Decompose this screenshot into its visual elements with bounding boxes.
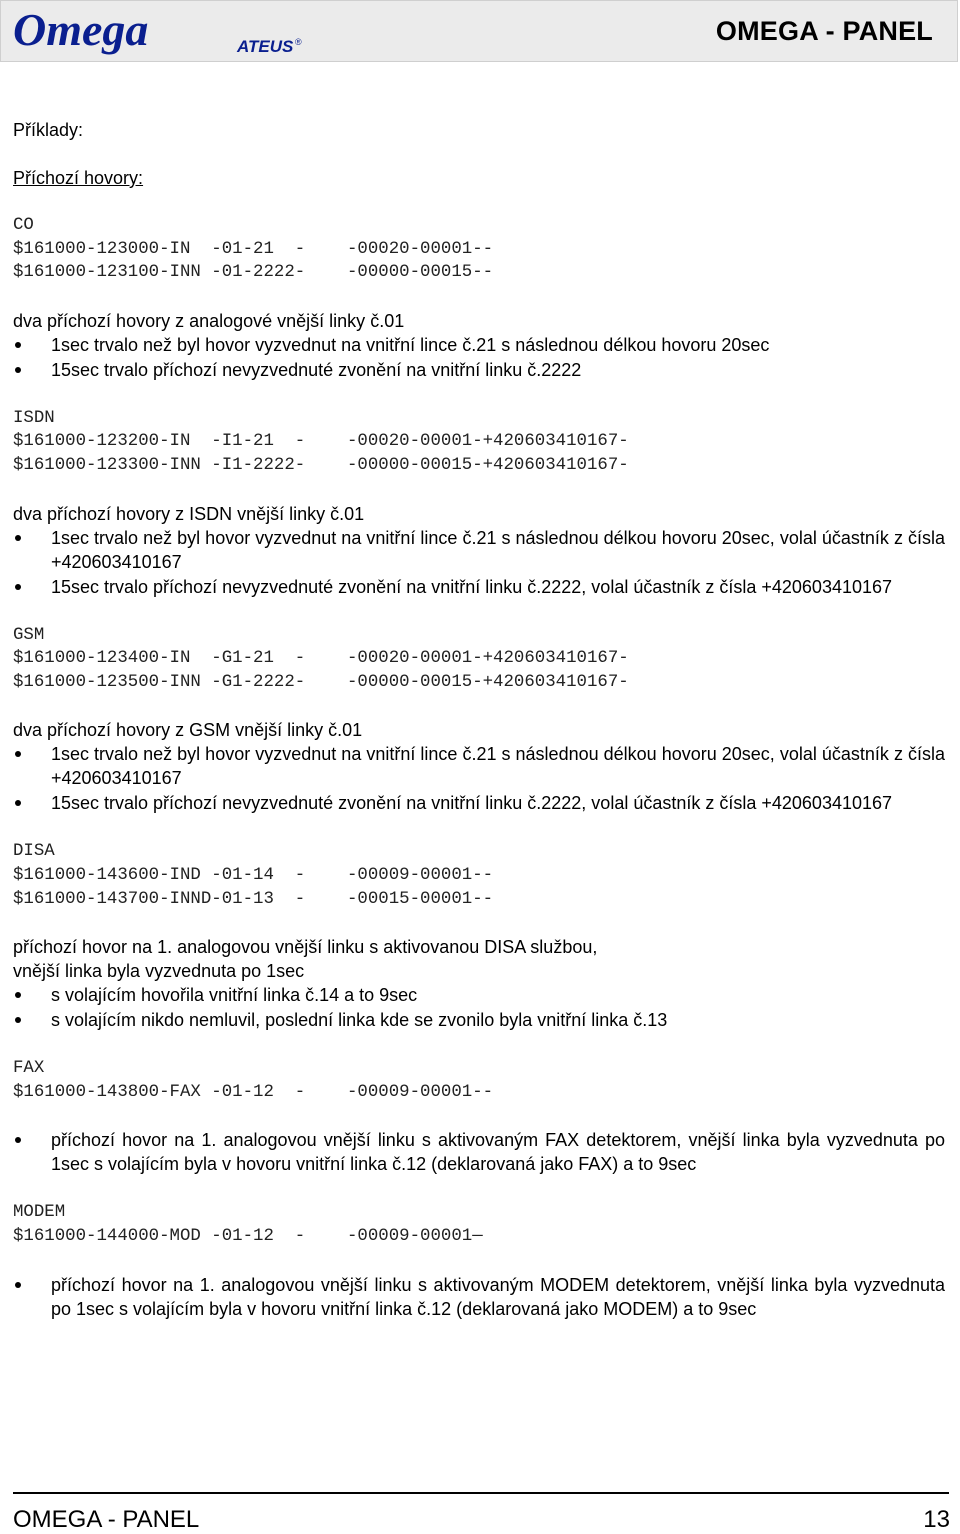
svg-text:ATEUS: ATEUS [237, 37, 294, 56]
line-type-label: FAX [13, 1059, 45, 1079]
bullet-icon [15, 367, 21, 373]
line-type-label: CO [13, 216, 34, 235]
detail-list [13, 983, 945, 1032]
line-type-label: ISDN [13, 408, 55, 428]
example-description: vnější linka byla vyzvednuta po 1sec [13, 961, 305, 982]
line-type-label: GSM [13, 625, 45, 645]
cdr-record-line: $161000-123400-IN -G1-21 - -00020-00001-+420603410167- [13, 649, 629, 669]
omega-ateus-logo [9, 3, 309, 61]
list-item [13, 526, 945, 574]
list-item-text: 15sec trvalo příchozí nevyzvednuté zvonění na vnitřní linku č.2222, volal účastník z čísla +420603410167 [51, 576, 893, 597]
line-type-label: MODEM [13, 1203, 66, 1223]
page-content [13, 118, 945, 1322]
list-item-text: příchozí hovor na 1. analogovou vnější linku s aktivovaným FAX detektorem, vnější linka byla vyzvednuta po 1sec s volajícím byla v hovoru vnitřní linka č.12 (deklarovaná jako FAX) a to 9sec [51, 1130, 945, 1175]
detail-list [13, 1273, 945, 1321]
detail-list [13, 742, 945, 815]
list-item-text: 1sec trvalo než byl hovor vyzvednut na vnitřní lince č.21 s následnou délkou hovoru 20sec [51, 334, 770, 355]
footer-title: OMEGA - PANEL [13, 1506, 200, 1533]
bullet-icon [15, 584, 21, 590]
cdr-record-line: $161000-144000-MOD -01-12 - -00009-00001— [13, 1226, 483, 1246]
cdr-record-line: $161000-123200-IN -I1-21 - -00020-00001-+420603410167- [13, 432, 629, 452]
example-description: dva příchozí hovory z analogové vnější linky č.01 [13, 310, 405, 331]
list-item [13, 742, 945, 790]
example-section [13, 1201, 945, 1320]
detail-list [13, 526, 945, 599]
list-item-text: 1sec trvalo než byl hovor vyzvednut na vnitřní lince č.21 s následnou délkou hovoru 20sec, volal účastník z čísla +420603410167 [51, 527, 945, 572]
example-section [13, 214, 945, 407]
list-item [13, 575, 945, 599]
list-item [13, 983, 945, 1007]
list-item-text: s volajícím nikdo nemluvil, poslední linka kde se zvonilo byla vnitřní linka č.13 [51, 1010, 668, 1031]
list-item-text: 15sec trvalo příchozí nevyzvednuté zvonění na vnitřní linku č.2222 [51, 359, 582, 380]
cdr-record-line: $161000-143600-IND -01-14 - -00009-00001-- [13, 865, 494, 885]
list-item [13, 1008, 945, 1032]
bullet-icon [15, 1137, 21, 1143]
examples-heading: Příklady: [13, 120, 84, 140]
example-description: příchozí hovor na 1. analogovou vnější linku s aktivovanou DISA službou, [13, 937, 598, 958]
svg-text:®: ® [295, 37, 302, 47]
detail-list [13, 333, 945, 382]
list-item [13, 791, 945, 815]
svg-text:Omega: Omega [13, 4, 149, 55]
cdr-record-line: $161000-123500-INN -G1-2222- -00000-00015-+420603410167- [13, 672, 629, 692]
list-item [13, 333, 945, 357]
bullet-icon [15, 800, 21, 806]
list-item [13, 1128, 945, 1176]
bullet-icon [15, 751, 21, 757]
list-item [13, 1273, 945, 1321]
list-item [13, 358, 945, 382]
example-section [13, 1057, 945, 1201]
bullet-icon [15, 1282, 21, 1288]
example-section [13, 840, 945, 1057]
bullet-icon [15, 1017, 21, 1023]
list-item-text: s volajícím hovořila vnitřní linka č.14 a to 9sec [51, 985, 418, 1006]
bullet-icon [15, 992, 21, 998]
detail-list [13, 1128, 945, 1176]
cdr-record-line: $161000-123300-INN -I1-2222- -00000-00015-+420603410167- [13, 455, 629, 475]
list-item-text: 15sec trvalo příchozí nevyzvednuté zvonění na vnitřní linku č.2222, volal účastník z čísla +420603410167 [51, 793, 893, 814]
bullet-icon [15, 342, 21, 348]
bullet-icon [15, 535, 21, 541]
cdr-record-line: $161000-123100-INN -01-2222- -00000-00015-- [13, 263, 494, 283]
list-item-text: příchozí hovor na 1. analogovou vnější linku s aktivovaným MODEM detektorem, vnější linka byla vyzvednuta po 1sec s volajícím byla v hovoru vnitřní linka č.12 (deklarovaná jako MODEM) a to 9sec [51, 1274, 945, 1319]
page-header [0, 0, 958, 62]
list-item-text: 1sec trvalo než byl hovor vyzvednut na vnitřní lince č.21 s následnou délkou hovoru 20sec, volal účastník z čísla +420603410167 [51, 744, 945, 789]
cdr-record-line: $161000-143800-FAX -01-12 - -00009-00001-- [13, 1082, 494, 1102]
example-description: dva příchozí hovory z GSM vnější linky č.01 [13, 720, 363, 741]
page-number: 13 [923, 1506, 950, 1533]
incoming-calls-heading: Příchozí hovory: [13, 168, 144, 188]
header-title: OMEGA - PANEL [715, 16, 933, 46]
example-section [13, 407, 945, 624]
example-section [13, 624, 945, 841]
cdr-record-line: $161000-123000-IN -01-21 - -00020-00001-- [13, 239, 494, 259]
line-type-label: DISA [13, 842, 55, 862]
example-description: dva příchozí hovory z ISDN vnější linky č.01 [13, 503, 365, 524]
footer-divider [13, 1492, 949, 1494]
cdr-record-line: $161000-143700-INND-01-13 - -00015-00001-- [13, 889, 494, 909]
